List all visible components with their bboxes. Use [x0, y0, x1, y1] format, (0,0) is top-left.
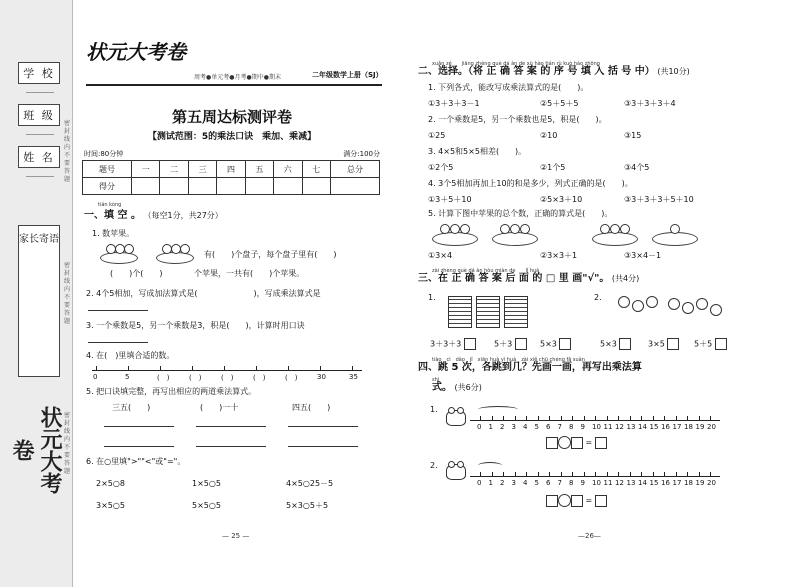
- section-4-q2: 2.: [430, 461, 438, 470]
- option[interactable]: ②3×3＋1: [540, 251, 578, 260]
- grade-label: 二年级数学上册（SJ）: [312, 71, 383, 79]
- pinyin: tián kòng: [98, 202, 122, 208]
- number-line-tick: [224, 366, 225, 371]
- choice-expr: 3×5: [648, 339, 665, 349]
- number-line-label: 0: [477, 423, 482, 431]
- compare-item[interactable]: 3×5○5: [96, 501, 125, 510]
- brand-logo: 状元大考卷: [86, 40, 186, 64]
- school-label: 学 校: [18, 62, 60, 84]
- number-line-tick: [538, 472, 539, 477]
- checkbox[interactable]: [464, 338, 476, 350]
- answer-blank[interactable]: [104, 446, 174, 447]
- operator-circle[interactable]: [558, 436, 571, 449]
- apple-icon: [520, 224, 530, 234]
- pinyin: tiào cì dào jǐ xiān huà yì huà zài xiě chū chéng fǎ suàn: [432, 357, 585, 363]
- flower-icon: [632, 300, 644, 312]
- class-label: 班 级: [18, 104, 60, 126]
- operator-circle[interactable]: [558, 494, 571, 507]
- score-cell[interactable]: [188, 178, 216, 195]
- rhyme-item[interactable]: 三五( ): [112, 403, 151, 412]
- frog-icon: [446, 410, 466, 426]
- book-stack-icon: [504, 296, 528, 328]
- number-line-label: 2: [500, 479, 505, 487]
- flower-icon: [696, 298, 708, 310]
- page-number: — 25 —: [222, 532, 250, 540]
- number-line-tick: [630, 472, 631, 477]
- answer-box[interactable]: [546, 437, 558, 449]
- number-line-tick: [653, 416, 654, 421]
- number-line-label: 8: [569, 479, 574, 487]
- apple-icon: [124, 244, 134, 254]
- number-line-label: 12: [615, 423, 624, 431]
- pinyin: zài zhèng què dá àn hòu miàn de lǐ huà: [432, 268, 540, 274]
- section-2-note: (共10分): [657, 67, 690, 76]
- apple-icon: [440, 224, 450, 234]
- question-2: 2. 4个5相加，写成加法算式是( )，写成乘法算式是: [86, 289, 321, 298]
- number-line-tick: [526, 416, 527, 421]
- number-line-tick: [664, 472, 665, 477]
- name-line: [26, 176, 54, 177]
- bowl-icon: [652, 232, 698, 246]
- flower-icon: [710, 304, 722, 316]
- table-cell: 四: [217, 161, 245, 178]
- choice-expr: 3＋3＋3: [430, 339, 462, 349]
- seal-note: 密封线内不要答题: [64, 412, 71, 475]
- section-1-title: 一、填 空 。: [84, 210, 141, 221]
- number-line-label: 17: [672, 423, 682, 431]
- question-4: 4. 在( )里填合适的数。: [86, 351, 175, 360]
- number-line-tick: [96, 366, 97, 371]
- book-stack-icon: [448, 296, 472, 328]
- score-cell[interactable]: [245, 178, 273, 195]
- apple-icon: [510, 224, 520, 234]
- number-line-tick: [480, 416, 481, 421]
- number-line-tick: [160, 366, 161, 371]
- number-line-tick: [492, 472, 493, 477]
- apple-icon: [600, 224, 610, 234]
- answer-blank[interactable]: [88, 310, 148, 311]
- apple-icon: [500, 224, 510, 234]
- number-line-tick: [584, 472, 585, 477]
- exam-title: 第五周达标测评卷: [171, 108, 292, 126]
- number-line-tick: [320, 366, 321, 371]
- number-line-tick: [352, 366, 353, 371]
- table-cell: 题号: [83, 161, 132, 178]
- number-line-tick: [503, 416, 504, 421]
- table-cell: 一: [132, 161, 160, 178]
- apple-icon: [180, 244, 190, 254]
- option[interactable]: ②5＋5＋5: [540, 99, 579, 108]
- number-line-label: 15: [649, 479, 659, 487]
- section-4-note: (共6分): [454, 383, 482, 392]
- equation-frame: =: [546, 494, 607, 507]
- number-line-tick: [630, 416, 631, 421]
- binding-sidebar: [0, 0, 73, 587]
- flower-icon: [646, 296, 658, 308]
- number-line-label: 5: [534, 479, 539, 487]
- number-line-tick: [503, 472, 504, 477]
- score-cell[interactable]: [274, 178, 302, 195]
- number-line-label: ( ): [253, 374, 266, 382]
- number-line-tick: [607, 416, 608, 421]
- number-line-tick: [664, 416, 665, 421]
- number-line-tick: [526, 472, 527, 477]
- option[interactable]: ③3×4－1: [624, 251, 662, 260]
- number-line-tick: [618, 472, 619, 477]
- number-line-tick: [584, 416, 585, 421]
- page-number: —26—: [578, 532, 601, 540]
- answer-blank[interactable]: [288, 446, 358, 447]
- number-line-tick: [699, 472, 700, 477]
- number-line-label: 5: [125, 373, 130, 381]
- equation-frame: =: [546, 436, 607, 449]
- number-line: [92, 370, 362, 371]
- number-line-label: 11: [603, 423, 613, 431]
- score-cell[interactable]: [302, 178, 330, 195]
- bowl-icon: [492, 232, 538, 246]
- score-cell[interactable]: [217, 178, 245, 195]
- option[interactable]: ①2个5: [428, 163, 454, 172]
- number-line-tick: [549, 416, 550, 421]
- number-line-tick: [538, 416, 539, 421]
- table-cell: 七: [302, 161, 330, 178]
- number-line-label: 10: [592, 423, 601, 431]
- number-line-label: 19: [695, 423, 705, 431]
- number-line-label: 16: [661, 423, 670, 431]
- checkbox[interactable]: [667, 338, 679, 350]
- apple-icon: [620, 224, 630, 234]
- choice-q1: 1. 下列各式，能改写成乘法算式的是( )。: [428, 83, 589, 92]
- school-line: [26, 92, 54, 93]
- number-line-label: ( ): [221, 374, 234, 382]
- number-line-label: 14: [638, 479, 647, 487]
- option[interactable]: ③3＋3＋3＋5＋10: [624, 195, 694, 204]
- number-line-tick: [256, 366, 257, 371]
- score-cell[interactable]: [132, 178, 160, 195]
- rhyme-item[interactable]: ( )一十: [200, 403, 239, 412]
- question-5: 5. 把口诀填完整，再写出相应的两道乘法算式。: [86, 387, 257, 396]
- header-strip: 周考●单元考●月考●期中●期末: [194, 74, 281, 81]
- time-limit: 时间:80分钟: [84, 150, 124, 158]
- rhyme-item[interactable]: 四五( ): [292, 403, 331, 412]
- number-line-tick: [699, 416, 700, 421]
- number-line-tick: [572, 472, 573, 477]
- seal-note: 密封线内不要答题: [64, 262, 71, 325]
- question-6: 6. 在○里填">""<"或"="。: [86, 457, 186, 466]
- number-line-tick: [595, 416, 596, 421]
- section-1-note: （每空1分，共27分）: [143, 211, 223, 220]
- number-line-tick: [549, 472, 550, 477]
- name-label: 姓 名: [18, 146, 60, 168]
- number-line-label: 17: [672, 479, 682, 487]
- option[interactable]: ③3＋3＋3＋4: [624, 99, 676, 108]
- question-1c: 个苹果，一共有( )个苹果。: [194, 269, 305, 278]
- answer-blank[interactable]: [288, 426, 358, 427]
- number-line-label: 13: [626, 479, 636, 487]
- pinyin: shì: [432, 377, 440, 383]
- checkbox[interactable]: [559, 338, 571, 350]
- number-line-tick: [192, 366, 193, 371]
- number-line-label: 8: [569, 423, 574, 431]
- number-line-label: 15: [649, 423, 659, 431]
- answer-box[interactable]: [571, 437, 583, 449]
- number-line-label: 9: [580, 479, 585, 487]
- checkbox[interactable]: [619, 338, 631, 350]
- section-3-title: 三、在 正 确 答 案 后 面 的 □ 里 画"√"。: [418, 273, 610, 284]
- table-row: [83, 178, 380, 195]
- number-line-tick: [572, 416, 573, 421]
- compare-item[interactable]: 4×5○25－5: [286, 479, 334, 488]
- choice-q4: 4. 3个5相加再加上10的和是多少，列式正确的是( )。: [428, 179, 633, 188]
- number-line-tick: [641, 416, 642, 421]
- score-table: [82, 160, 380, 195]
- answer-blank[interactable]: [196, 426, 266, 427]
- number-line-label: 4: [523, 479, 528, 487]
- question-3: 3. 一个乘数是5，另一个乘数是3，积是( )，计算时用口诀: [86, 321, 305, 330]
- table-row: [83, 161, 380, 178]
- number-line-label: 19: [695, 479, 705, 487]
- number-line-tick: [515, 416, 516, 421]
- number-line-label: ( ): [285, 374, 298, 382]
- answer-box[interactable]: [595, 495, 607, 507]
- number-line-label: 18: [684, 423, 693, 431]
- number-line-label: 10: [592, 479, 601, 487]
- number-line-tick: [561, 416, 562, 421]
- apple-icon: [670, 224, 680, 234]
- table-cell: 六: [274, 161, 302, 178]
- choice-q5: 5. 计算下图中苹果的总个数，正确的算式是( )。: [428, 209, 613, 218]
- number-line-label: 13: [626, 423, 636, 431]
- number-line-label: ( ): [157, 374, 170, 382]
- option[interactable]: ②10: [540, 131, 558, 140]
- compare-item[interactable]: 5×5○5: [192, 501, 221, 510]
- section-4-q1: 1.: [430, 405, 438, 414]
- option[interactable]: ②5×3＋10: [540, 195, 583, 204]
- section-4-title-cont: 式。: [432, 382, 452, 393]
- bowl-icon: [592, 232, 638, 246]
- time-score-line: [84, 149, 380, 159]
- number-line-tick: [492, 416, 493, 421]
- seal-note: 密封线内不要答题: [64, 120, 71, 183]
- table-cell: 二: [160, 161, 188, 178]
- answer-box[interactable]: [546, 495, 558, 507]
- apple-icon: [450, 224, 460, 234]
- number-line-label: 20: [707, 479, 716, 487]
- choice-expr: 5＋3: [494, 339, 513, 349]
- choice-expr: 5＋5: [694, 339, 713, 349]
- answer-blank[interactable]: [104, 426, 174, 427]
- flower-icon: [682, 302, 694, 314]
- number-line-label: 1: [488, 479, 493, 487]
- option[interactable]: ②1个5: [540, 163, 566, 172]
- family-message-label: 家长寄语: [19, 234, 59, 245]
- number-line-tick: [687, 472, 688, 477]
- jump-arc: [478, 406, 518, 413]
- family-message-box: [18, 225, 60, 377]
- table-cell: 得分: [83, 178, 132, 195]
- number-line-tick: [561, 472, 562, 477]
- option[interactable]: ①25: [428, 131, 446, 140]
- number-line-label: 9: [580, 423, 585, 431]
- number-line-label: 30: [317, 373, 326, 381]
- frog-icon: [446, 464, 466, 480]
- book-stack-icon: [476, 296, 500, 328]
- number-line-tick: [676, 472, 677, 477]
- choice-q2: 2. 一个乘数是5，另一个乘数也是5，积是( )。: [428, 115, 607, 124]
- total-score: 满分:100分: [343, 150, 380, 158]
- score-cell[interactable]: [330, 178, 379, 195]
- question-1: 1. 数苹果。: [92, 229, 135, 238]
- number-line-label: 1: [488, 423, 493, 431]
- section-4-title-text: 四、跳 5 次，各跳到几？先画一画，再写出乘法算: [418, 362, 642, 373]
- number-line-label: 6: [546, 479, 551, 487]
- number-line-tick: [687, 416, 688, 421]
- answer-blank[interactable]: [88, 342, 148, 343]
- option[interactable]: ③15: [624, 131, 642, 140]
- number-line-tick: [710, 472, 711, 477]
- apple-icon: [610, 224, 620, 234]
- jump-arc: [478, 462, 502, 469]
- question-1a: 有( )个盘子，每个盘子里有( ): [204, 250, 337, 259]
- flower-icon: [668, 298, 680, 310]
- number-line-label: 3: [511, 423, 516, 431]
- number-line-label: 16: [661, 479, 670, 487]
- number-line-label: 11: [603, 479, 613, 487]
- number-line-label: 12: [615, 479, 624, 487]
- choice-expr: 5×3: [540, 339, 557, 349]
- number-line-label: 5: [534, 423, 539, 431]
- number-line-tick: [515, 472, 516, 477]
- flower-icon: [618, 296, 630, 308]
- section-4-title: [418, 362, 642, 373]
- apple-icon: [460, 224, 470, 234]
- class-line: [26, 134, 54, 135]
- number-line-label: 14: [638, 423, 647, 431]
- number-line-tick: [607, 472, 608, 477]
- option[interactable]: ①3＋3＋3－1: [428, 99, 480, 108]
- number-line-tick: [595, 472, 596, 477]
- number-line-label: 35: [349, 373, 358, 381]
- section-2-title: 二、选择。（将 正 确 答 案 的 序 号 填 入 括 号 中）: [418, 66, 655, 77]
- table-cell: 总分: [330, 161, 379, 178]
- number-line-label: 0: [477, 479, 482, 487]
- number-line-label: 7: [557, 423, 562, 431]
- checkbox[interactable]: [515, 338, 527, 350]
- number-line-label: 6: [546, 423, 551, 431]
- number-line-label: 18: [684, 479, 693, 487]
- number-line-tick: [653, 472, 654, 477]
- number-line-label: ( ): [189, 374, 202, 382]
- option[interactable]: ①3×4: [428, 251, 453, 260]
- answer-box[interactable]: [571, 495, 583, 507]
- table-cell: 三: [188, 161, 216, 178]
- number-line-tick: [480, 472, 481, 477]
- compare-item[interactable]: 2×5○8: [96, 479, 125, 488]
- pinyin: xuǎn zé jiāng zhèng què dá àn de xù hào tián rù kuò hào zhōng: [432, 61, 600, 67]
- answer-blank[interactable]: [196, 446, 266, 447]
- answer-box[interactable]: [595, 437, 607, 449]
- number-line-label: 3: [511, 479, 516, 487]
- option[interactable]: ③4个5: [624, 163, 650, 172]
- choice-expr: 5×3: [600, 339, 617, 349]
- header-rule: [86, 84, 382, 86]
- number-line-label: 2: [500, 423, 505, 431]
- side-logo: 状元大考卷: [9, 406, 63, 494]
- score-cell[interactable]: [160, 178, 188, 195]
- option[interactable]: ①3＋5＋10: [428, 195, 472, 204]
- checkbox[interactable]: [715, 338, 727, 350]
- choice-q3: 3. 4×5和5×5相差( )。: [428, 147, 527, 156]
- section-3-q2: 2.: [594, 293, 602, 302]
- number-line-tick: [641, 472, 642, 477]
- bowl-icon: [432, 232, 478, 246]
- section-3-note: (共4分): [611, 274, 640, 283]
- number-line-tick: [288, 366, 289, 371]
- number-line-label: 7: [557, 479, 562, 487]
- number-line-label: 20: [707, 423, 716, 431]
- compare-item[interactable]: 5×3○5＋5: [286, 501, 329, 510]
- test-scope: 【测试范围：5的乘法口诀 乘加、乘减】: [147, 132, 317, 142]
- number-line-tick: [618, 416, 619, 421]
- number-line-tick: [676, 416, 677, 421]
- number-line-label: 0: [93, 373, 98, 381]
- compare-item[interactable]: 1×5○5: [192, 479, 221, 488]
- table-cell: 五: [245, 161, 273, 178]
- section-3-q1: 1.: [428, 293, 436, 302]
- number-line-tick: [128, 366, 129, 371]
- number-line-label: 4: [523, 423, 528, 431]
- number-line-tick: [710, 416, 711, 421]
- question-1b: ( )个( ): [110, 269, 163, 278]
